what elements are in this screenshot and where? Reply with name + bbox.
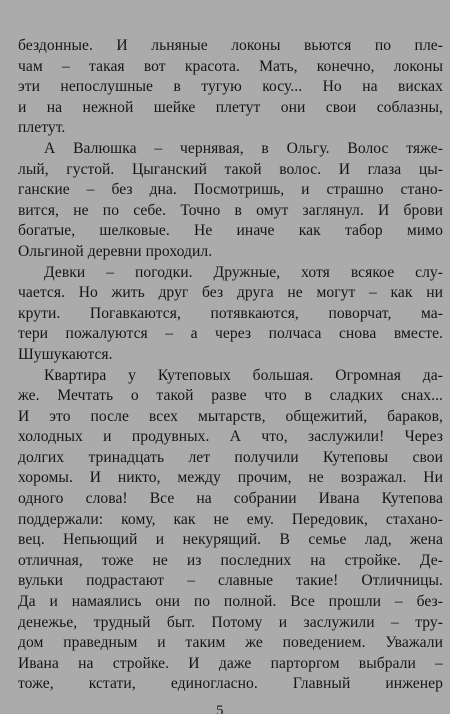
text-line: чается. Но жить друг без друга не могут – как ни <box>18 284 443 302</box>
text-line: эти непослушные в тугую косу... Но на висках <box>18 78 443 96</box>
text-line: бездонные. И льняные локоны вьются по пле- <box>18 37 443 54</box>
text-line: хоромы. И никто, между прочим, не возражал. Ни <box>18 469 443 487</box>
text-line: же. Мечтать о такой разве что в сладких снах... <box>18 387 443 405</box>
text-line: крути. Погавкаются, потявкаются, поворчат, ма- <box>18 304 443 322</box>
text-line: и на нежной шейке плетут они свои соблазны, <box>18 98 443 116</box>
text-line: Квартира у Кутеповых большая. Огромная да- <box>44 366 443 384</box>
text-line: плетут. <box>18 119 66 137</box>
text-line: Ивана на стройке. И даже парторгом выбрали – <box>18 654 443 672</box>
text-line: вится, не по себе. Точно в омут заглянул. И брови <box>18 201 443 219</box>
text-line: Ольгиной деревни проходил. <box>18 242 213 260</box>
text-line: ганские – без дна. Посмотришь, и страшно стано- <box>18 181 443 199</box>
text-line: богатые, шелковые. Не иначе как табор мимо <box>18 222 443 240</box>
text-line: чам – такая вот красота. Мать, конечно, локоны <box>18 57 443 75</box>
text-line: долгих тринадцать лет получили Кутеповы свои <box>18 448 443 466</box>
body-text <box>18 36 443 695</box>
text-line: тоже, кстати, единогласно. Главный инженер <box>18 675 443 693</box>
text-line: лый, густой. Цыганский такой волос. И глаза цы- <box>18 160 443 178</box>
text-line: поддержали: кому, как не ему. Передовик, стахано- <box>18 510 443 528</box>
text-line: вец. Непьющий и некурящий. В семье лад, жена <box>18 531 443 549</box>
text-line: А Валюшка – чернявая, в Ольгу. Волос тяже- <box>44 139 443 157</box>
text-line: Да и намаялись они по полной. Все прошли – без- <box>18 593 443 611</box>
text-line: Шушукаются. <box>18 345 113 363</box>
text-line: Девки – погодки. Дружные, хотя всякое слу- <box>44 263 443 281</box>
text-line: И это после всех мытарств, общежитий, бараков, <box>18 407 443 425</box>
text-line: тери пожалуются – а через полчаса снова вместе. <box>18 325 443 343</box>
text-line: холодных и продувных. А что, заслужили! Через <box>18 428 443 446</box>
page-number: 5 <box>216 703 224 714</box>
text-line: вульки подрастают – славные такие! Отличницы. <box>18 572 443 590</box>
text-line: отличная, тоже не из последних на стройке. Де- <box>18 551 443 569</box>
text-line: дом праведным и таким же поведением. Уважали <box>18 634 443 652</box>
text-line: одного слова! Все на собрании Ивана Кутепова <box>18 490 443 508</box>
text-line: денежье, трудный быт. Потому и заслужили – тру- <box>18 613 443 631</box>
